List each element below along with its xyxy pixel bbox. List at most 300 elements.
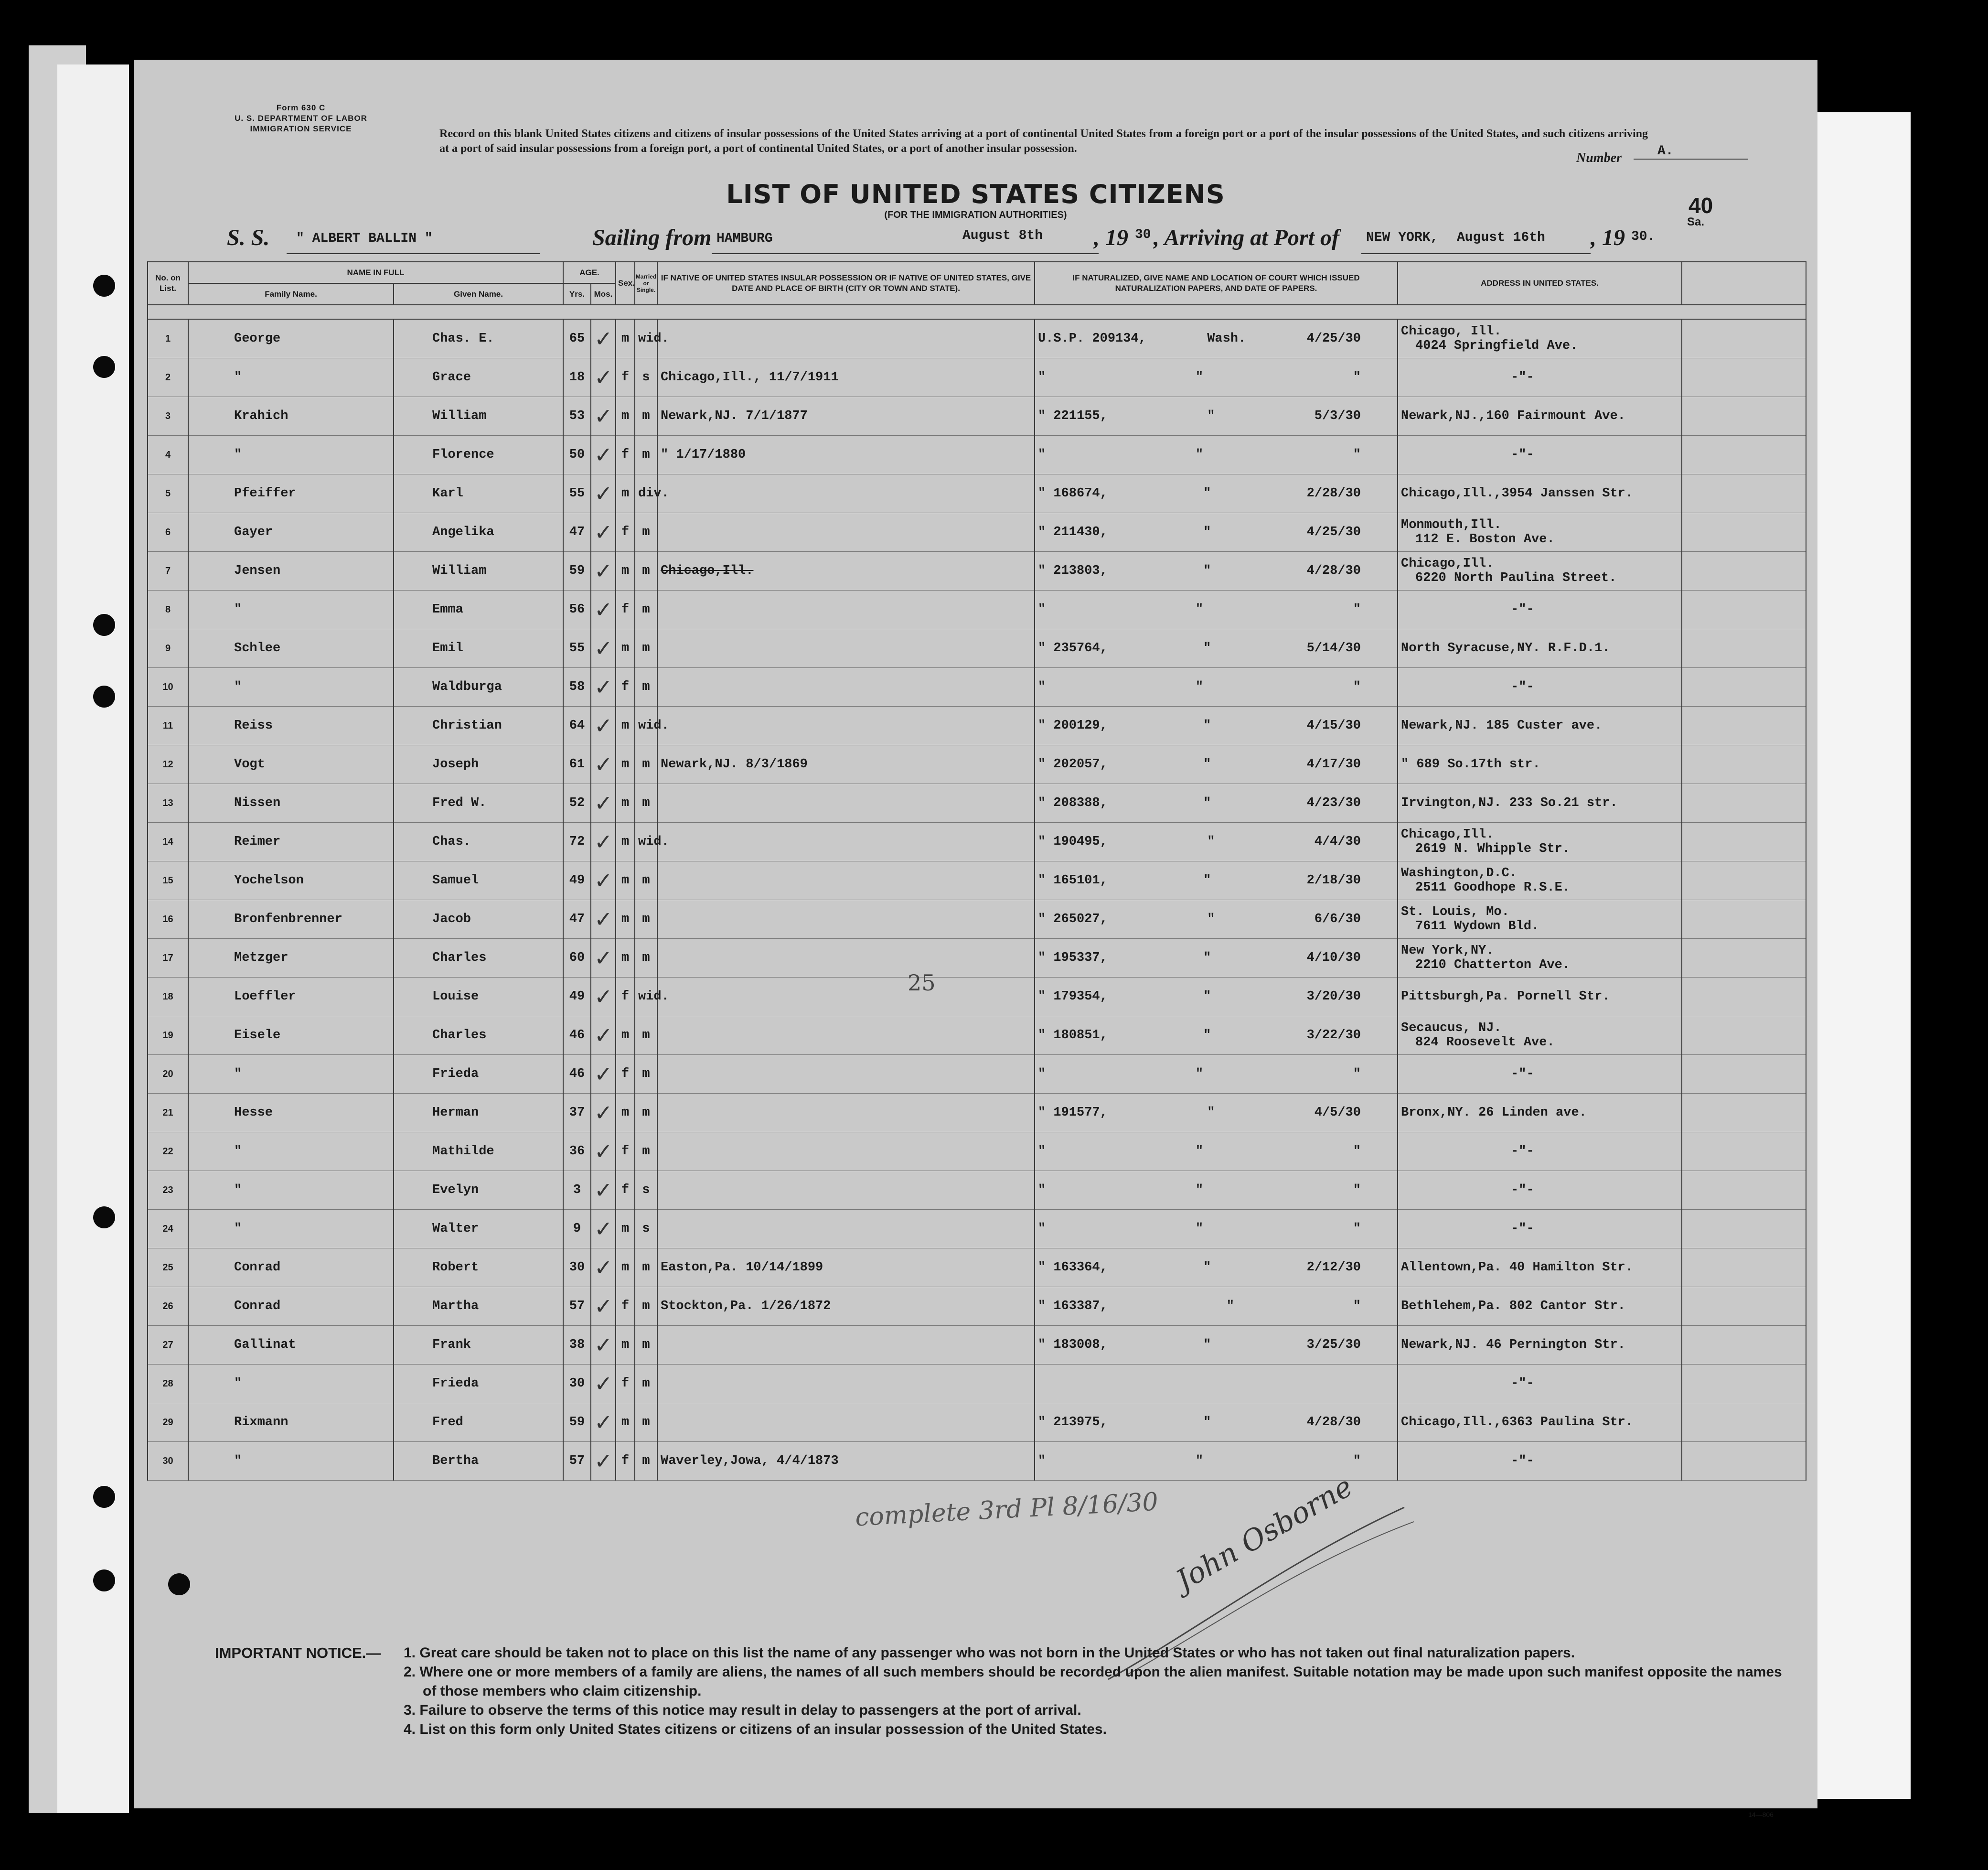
age-years: 50 xyxy=(563,436,591,474)
naturalization-info xyxy=(1035,1326,1398,1365)
nat-date: 4/10/30 xyxy=(1306,951,1361,965)
nat-date: 2/18/30 xyxy=(1306,873,1361,888)
number-value: A. xyxy=(1634,144,1748,160)
birth-info xyxy=(657,1094,1035,1132)
naturalization-info xyxy=(1035,358,1398,397)
address xyxy=(1398,629,1682,668)
sailing-label: Sailing from xyxy=(592,225,712,250)
table-row xyxy=(148,552,1806,591)
blank-cell xyxy=(1682,668,1806,707)
nat-court: " xyxy=(1203,1028,1211,1042)
address xyxy=(1398,1326,1682,1365)
birth-info xyxy=(657,668,1035,707)
table-row xyxy=(148,1094,1806,1132)
birth-info xyxy=(657,358,1035,397)
check-mark: ✓ xyxy=(591,591,616,629)
family-name: Metzger xyxy=(188,939,394,978)
row-number: 20 xyxy=(148,1055,188,1094)
page-suffix: Sa. xyxy=(1687,215,1705,228)
naturalization-info xyxy=(1035,397,1398,436)
naturalization-info xyxy=(1035,745,1398,784)
age-years: 59 xyxy=(563,552,591,591)
naturalization-info xyxy=(1035,1171,1398,1210)
given-name: Florence xyxy=(394,436,563,474)
family-name: " xyxy=(188,1132,394,1171)
nat-certificate: " 208388, xyxy=(1038,796,1108,810)
address xyxy=(1398,591,1682,629)
sex: m xyxy=(616,900,635,939)
address-line-1: -"- xyxy=(1511,1067,1534,1081)
ss-label: S. S. xyxy=(227,225,270,250)
marital-status: wid. xyxy=(635,978,657,1016)
sex: m xyxy=(616,745,635,784)
sex: m xyxy=(616,784,635,823)
birth-info xyxy=(657,1326,1035,1365)
nat-date: 6/6/30 xyxy=(1314,912,1361,926)
nat-certificate: " xyxy=(1038,1222,1046,1236)
given-name: Frieda xyxy=(394,1055,563,1094)
birth-text: Newark,NJ. 7/1/1877 xyxy=(661,409,808,423)
birth-info xyxy=(657,474,1035,513)
address-line-1: New York,NY. xyxy=(1401,944,1494,958)
nat-date: 3/22/30 xyxy=(1306,1028,1361,1042)
nat-date: 4/4/30 xyxy=(1314,835,1361,849)
nat-certificate: " xyxy=(1038,680,1046,694)
check-mark: ✓ xyxy=(591,1171,616,1210)
naturalization-info xyxy=(1035,1132,1398,1171)
nat-certificate: " 163364, xyxy=(1038,1260,1108,1275)
birth-info xyxy=(657,629,1035,668)
sex: m xyxy=(616,1094,635,1132)
nat-date: " xyxy=(1353,370,1361,385)
birth-info xyxy=(657,552,1035,591)
col-address: ADDRESS IN UNITED STATES. xyxy=(1398,262,1682,305)
signature-text: John Osborne xyxy=(1170,1470,1358,1598)
sex: f xyxy=(616,513,635,552)
col-blank xyxy=(1682,262,1806,305)
nat-certificate: " 179354, xyxy=(1038,989,1108,1004)
birth-info xyxy=(657,1403,1035,1442)
sailing-date: August 8th xyxy=(962,228,1043,243)
age-years: 56 xyxy=(563,591,591,629)
check-mark: ✓ xyxy=(591,629,616,668)
nat-date: 4/25/30 xyxy=(1306,332,1361,346)
family-name: " xyxy=(188,1055,394,1094)
birth-text: Newark,NJ. 8/3/1869 xyxy=(661,757,808,772)
sex: m xyxy=(616,823,635,861)
address xyxy=(1398,1248,1682,1287)
nat-date: " xyxy=(1353,1222,1361,1236)
address xyxy=(1398,861,1682,900)
table-row xyxy=(148,1442,1806,1481)
naturalization-info xyxy=(1035,861,1398,900)
nat-court: " xyxy=(1203,641,1211,656)
address xyxy=(1398,784,1682,823)
family-name: " xyxy=(188,668,394,707)
blank-cell xyxy=(1682,1055,1806,1094)
check-mark: ✓ xyxy=(591,939,616,978)
check-mark: ✓ xyxy=(591,1016,616,1055)
table-row xyxy=(148,1210,1806,1248)
nat-date: " xyxy=(1353,1454,1361,1468)
given-name: Samuel xyxy=(394,861,563,900)
family-name: Yochelson xyxy=(188,861,394,900)
col-naturalized: IF NATURALIZED, GIVE NAME AND LOCATION OF COURT WHICH ISSUED NATURALIZATION PAPERS, AND DATE OF PAPERS. xyxy=(1035,262,1398,305)
age-years: 36 xyxy=(563,1132,591,1171)
pencil-number: 25 xyxy=(908,970,936,996)
check-mark: ✓ xyxy=(591,668,616,707)
marital-status: m xyxy=(635,861,657,900)
address xyxy=(1398,552,1682,591)
age-years: 38 xyxy=(563,1326,591,1365)
family-name: Bronfenbrenner xyxy=(188,900,394,939)
address-line-1: -"- xyxy=(1511,1222,1534,1236)
nat-certificate: " 211430, xyxy=(1038,525,1108,539)
given-name: Chas. xyxy=(394,823,563,861)
blank-cell xyxy=(1682,513,1806,552)
address xyxy=(1398,745,1682,784)
blank-cell xyxy=(1682,1132,1806,1171)
marital-status: wid. xyxy=(635,823,657,861)
sex: m xyxy=(616,629,635,668)
table-row xyxy=(148,900,1806,939)
naturalization-info xyxy=(1035,1210,1398,1248)
marital-status: m xyxy=(635,1287,657,1326)
row-number: 14 xyxy=(148,823,188,861)
address xyxy=(1398,1287,1682,1326)
marital-status: m xyxy=(635,513,657,552)
table-row xyxy=(148,978,1806,1016)
blank-cell xyxy=(1682,978,1806,1016)
marital-status: m xyxy=(635,668,657,707)
address-line-1: -"- xyxy=(1511,1183,1534,1197)
age-years: 3 xyxy=(563,1171,591,1210)
punch-hole xyxy=(168,1573,190,1595)
nat-court: " xyxy=(1203,1260,1211,1275)
nat-certificate: " 235764, xyxy=(1038,641,1108,656)
birth-text: Stockton,Pa. 1/26/1872 xyxy=(661,1299,831,1313)
nat-date: " xyxy=(1353,1299,1361,1313)
nat-date: 4/25/30 xyxy=(1306,525,1361,539)
age-years: 49 xyxy=(563,861,591,900)
blank-cell xyxy=(1682,784,1806,823)
birth-info xyxy=(657,1171,1035,1210)
table-row xyxy=(148,1403,1806,1442)
nat-court: " xyxy=(1203,951,1211,965)
check-mark: ✓ xyxy=(591,552,616,591)
table-row xyxy=(148,1326,1806,1365)
table-row xyxy=(148,1248,1806,1287)
row-number: 16 xyxy=(148,900,188,939)
sex: m xyxy=(616,474,635,513)
notice-item: 3. Failure to observe the terms of this notice may result in delay to passengers at the port of arrival. xyxy=(404,1702,1081,1718)
important-notice xyxy=(215,1644,1791,1739)
blank-cell xyxy=(1682,707,1806,745)
table-row xyxy=(148,707,1806,745)
nat-court: " xyxy=(1203,1415,1211,1429)
address xyxy=(1398,1132,1682,1171)
given-name: Frieda xyxy=(394,1365,563,1403)
birth-info xyxy=(657,1442,1035,1481)
family-name: Vogt xyxy=(188,745,394,784)
birth-info xyxy=(657,823,1035,861)
nat-certificate: " 265027, xyxy=(1038,912,1108,926)
naturalization-info xyxy=(1035,1365,1398,1403)
check-mark: ✓ xyxy=(591,358,616,397)
col-birth: IF NATIVE OF UNITED STATES INSULAR POSSESSION OR IF NATIVE OF UNITED STATES, GIVE DATE AND PLACE OF BIRTH (CITY OR TOWN AND STATE). xyxy=(657,262,1035,305)
marital-status: s xyxy=(635,1171,657,1210)
table-row xyxy=(148,358,1806,397)
nat-date: " xyxy=(1353,1067,1361,1081)
blank-cell xyxy=(1682,436,1806,474)
given-name: Joseph xyxy=(394,745,563,784)
given-name: Angelika xyxy=(394,513,563,552)
marital-status: m xyxy=(635,1403,657,1442)
family-name: " xyxy=(188,1365,394,1403)
nat-court: " xyxy=(1195,370,1204,385)
nat-court: " xyxy=(1203,1338,1211,1352)
blank-cell xyxy=(1682,591,1806,629)
family-name: Rixmann xyxy=(188,1403,394,1442)
blank-cell xyxy=(1682,1287,1806,1326)
table-row xyxy=(148,861,1806,900)
address-line-2: 2511 Goodhope R.S.E. xyxy=(1415,881,1571,895)
manifest-sheet xyxy=(134,60,1817,1818)
blank-cell xyxy=(1682,1365,1806,1403)
sex: m xyxy=(616,1248,635,1287)
arrival-year: 30. xyxy=(1631,229,1656,244)
nat-date: " xyxy=(1353,1183,1361,1197)
voyage-line xyxy=(134,225,1817,258)
nat-date: 4/28/30 xyxy=(1306,564,1361,578)
family-name: Reimer xyxy=(188,823,394,861)
sex: f xyxy=(616,1171,635,1210)
row-number: 9 xyxy=(148,629,188,668)
birth-info xyxy=(657,1055,1035,1094)
given-name: Karl xyxy=(394,474,563,513)
blank-cell xyxy=(1682,397,1806,436)
family-name: Nissen xyxy=(188,784,394,823)
nat-court: " xyxy=(1195,680,1204,694)
given-name: Jacob xyxy=(394,900,563,939)
family-name: Jensen xyxy=(188,552,394,591)
nat-date: 2/12/30 xyxy=(1306,1260,1361,1275)
blank-cell xyxy=(1682,939,1806,978)
blank-cell xyxy=(1682,745,1806,784)
naturalization-info xyxy=(1035,552,1398,591)
address-line-1: Secaucus, NJ. xyxy=(1401,1021,1502,1035)
table-row xyxy=(148,668,1806,707)
address xyxy=(1398,1210,1682,1248)
naturalization-info xyxy=(1035,1016,1398,1055)
nat-date: " xyxy=(1353,602,1361,617)
nat-certificate: " 165101, xyxy=(1038,873,1108,888)
address-line-1: -"- xyxy=(1511,680,1534,694)
check-mark: ✓ xyxy=(591,1442,616,1481)
binder-page-edge xyxy=(57,64,129,1813)
marital-status: m xyxy=(635,1094,657,1132)
family-name: Krahich xyxy=(188,397,394,436)
row-number: 3 xyxy=(148,397,188,436)
nat-certificate: " 163387, xyxy=(1038,1299,1108,1313)
age-years: 61 xyxy=(563,745,591,784)
given-name: Emma xyxy=(394,591,563,629)
address-line-1: Washington,D.C. xyxy=(1401,866,1518,881)
marital-status: m xyxy=(635,591,657,629)
table-row xyxy=(148,513,1806,552)
check-mark: ✓ xyxy=(591,436,616,474)
address-line-1: Monmouth,Ill. xyxy=(1401,518,1502,532)
family-name: Loeffler xyxy=(188,978,394,1016)
blank-cell xyxy=(1682,629,1806,668)
punch-hole xyxy=(93,275,115,297)
sex: f xyxy=(616,1055,635,1094)
sex: m xyxy=(616,939,635,978)
address-line-1: Irvington,NJ. 233 So.21 str. xyxy=(1401,796,1618,810)
sex: f xyxy=(616,358,635,397)
given-name: Charles xyxy=(394,939,563,978)
age-years: 72 xyxy=(563,823,591,861)
nat-certificate: " 202057, xyxy=(1038,757,1108,772)
family-name: Gallinat xyxy=(188,1326,394,1365)
address-line-1: Newark,NJ. 185 Custer ave. xyxy=(1401,719,1603,733)
age-years: 30 xyxy=(563,1248,591,1287)
nat-court: " xyxy=(1226,1299,1234,1313)
given-name: Waldburga xyxy=(394,668,563,707)
marital-status: wid. xyxy=(635,707,657,745)
birth-info xyxy=(657,1132,1035,1171)
naturalization-info xyxy=(1035,629,1398,668)
check-mark: ✓ xyxy=(591,707,616,745)
blank-cell xyxy=(1682,861,1806,900)
row-number: 13 xyxy=(148,784,188,823)
address xyxy=(1398,1094,1682,1132)
age-years: 30 xyxy=(563,1365,591,1403)
age-years: 37 xyxy=(563,1094,591,1132)
given-name: Herman xyxy=(394,1094,563,1132)
blank-cell xyxy=(1682,823,1806,861)
address xyxy=(1398,513,1682,552)
naturalization-info xyxy=(1035,1055,1398,1094)
check-mark: ✓ xyxy=(591,1287,616,1326)
address-line-1: St. Louis, Mo. xyxy=(1401,905,1509,919)
nat-court: " xyxy=(1195,1454,1204,1468)
sex: f xyxy=(616,591,635,629)
marital-status: m xyxy=(635,784,657,823)
page-number: 40 xyxy=(1689,193,1713,218)
nat-date: 3/25/30 xyxy=(1306,1338,1361,1352)
sex: f xyxy=(616,668,635,707)
row-number: 11 xyxy=(148,707,188,745)
birth-info xyxy=(657,591,1035,629)
row-number: 15 xyxy=(148,861,188,900)
address xyxy=(1398,1442,1682,1481)
blank-cell xyxy=(1682,1403,1806,1442)
col-name-in-full: NAME IN FULL xyxy=(188,262,563,283)
age-years: 59 xyxy=(563,1403,591,1442)
table-row xyxy=(148,397,1806,436)
age-years: 47 xyxy=(563,900,591,939)
age-years: 55 xyxy=(563,629,591,668)
birth-info xyxy=(657,939,1035,978)
age-years: 55 xyxy=(563,474,591,513)
naturalization-info xyxy=(1035,474,1398,513)
blank-cell xyxy=(1682,1171,1806,1210)
check-mark: ✓ xyxy=(591,1094,616,1132)
page-subtitle: (FOR THE IMMIGRATION AUTHORITIES) xyxy=(884,210,1067,220)
birth-text: " 1/17/1880 xyxy=(661,448,746,462)
naturalization-info xyxy=(1035,668,1398,707)
check-mark: ✓ xyxy=(591,1210,616,1248)
age-years: 46 xyxy=(563,1016,591,1055)
row-number: 29 xyxy=(148,1403,188,1442)
department-name: U. S. DEPARTMENT OF LABOR xyxy=(235,114,367,123)
birth-info xyxy=(657,319,1035,358)
nat-court: " xyxy=(1207,409,1215,423)
sex: f xyxy=(616,1442,635,1481)
nat-certificate: " 213803, xyxy=(1038,564,1108,578)
address-line-1: -"- xyxy=(1511,1454,1534,1468)
marital-status: m xyxy=(635,1442,657,1481)
address-line-1: -"- xyxy=(1511,370,1534,385)
address-line-2: 2619 N. Whipple Str. xyxy=(1415,842,1571,856)
nat-date: " xyxy=(1353,1144,1361,1159)
row-number: 1 xyxy=(148,319,188,358)
table-row xyxy=(148,1365,1806,1403)
given-name: Fred W. xyxy=(394,784,563,823)
check-mark: ✓ xyxy=(591,978,616,1016)
address xyxy=(1398,900,1682,939)
address-line-1: Newark,NJ. 46 Pernington Str. xyxy=(1401,1338,1625,1352)
check-mark: ✓ xyxy=(591,900,616,939)
naturalization-info xyxy=(1035,513,1398,552)
sex: m xyxy=(616,319,635,358)
number-label: Number xyxy=(1576,150,1622,165)
family-name: Conrad xyxy=(188,1248,394,1287)
nat-date: 2/28/30 xyxy=(1306,486,1361,501)
age-years: 46 xyxy=(563,1055,591,1094)
address-line-1: Chicago,Ill.,3954 Janssen Str. xyxy=(1401,486,1634,501)
marital-status: div. xyxy=(635,474,657,513)
table-row xyxy=(148,474,1806,513)
nat-court: " xyxy=(1195,448,1204,462)
table-row xyxy=(148,591,1806,629)
nat-certificate: " 191577, xyxy=(1038,1106,1108,1120)
sex: f xyxy=(616,436,635,474)
given-name: Fred xyxy=(394,1403,563,1442)
birth-text: Easton,Pa. 10/14/1899 xyxy=(661,1260,823,1275)
birth-info xyxy=(657,900,1035,939)
check-mark: ✓ xyxy=(591,861,616,900)
birth-text: Chicago,Ill. xyxy=(661,564,754,578)
marital-status: m xyxy=(635,629,657,668)
nat-court: " xyxy=(1203,564,1211,578)
nat-certificate: " xyxy=(1038,370,1046,385)
nat-date: 4/23/30 xyxy=(1306,796,1361,810)
punch-hole xyxy=(93,1486,115,1508)
nat-court: " xyxy=(1195,1222,1204,1236)
check-mark: ✓ xyxy=(591,513,616,552)
address-line-1: -"- xyxy=(1511,448,1534,462)
age-years: 65 xyxy=(563,319,591,358)
row-number: 18 xyxy=(148,978,188,1016)
blank-cell xyxy=(1682,552,1806,591)
nat-court: " xyxy=(1203,525,1211,539)
row-number: 4 xyxy=(148,436,188,474)
nat-court: " xyxy=(1195,1067,1204,1081)
check-mark: ✓ xyxy=(591,474,616,513)
nat-date: " xyxy=(1353,448,1361,462)
